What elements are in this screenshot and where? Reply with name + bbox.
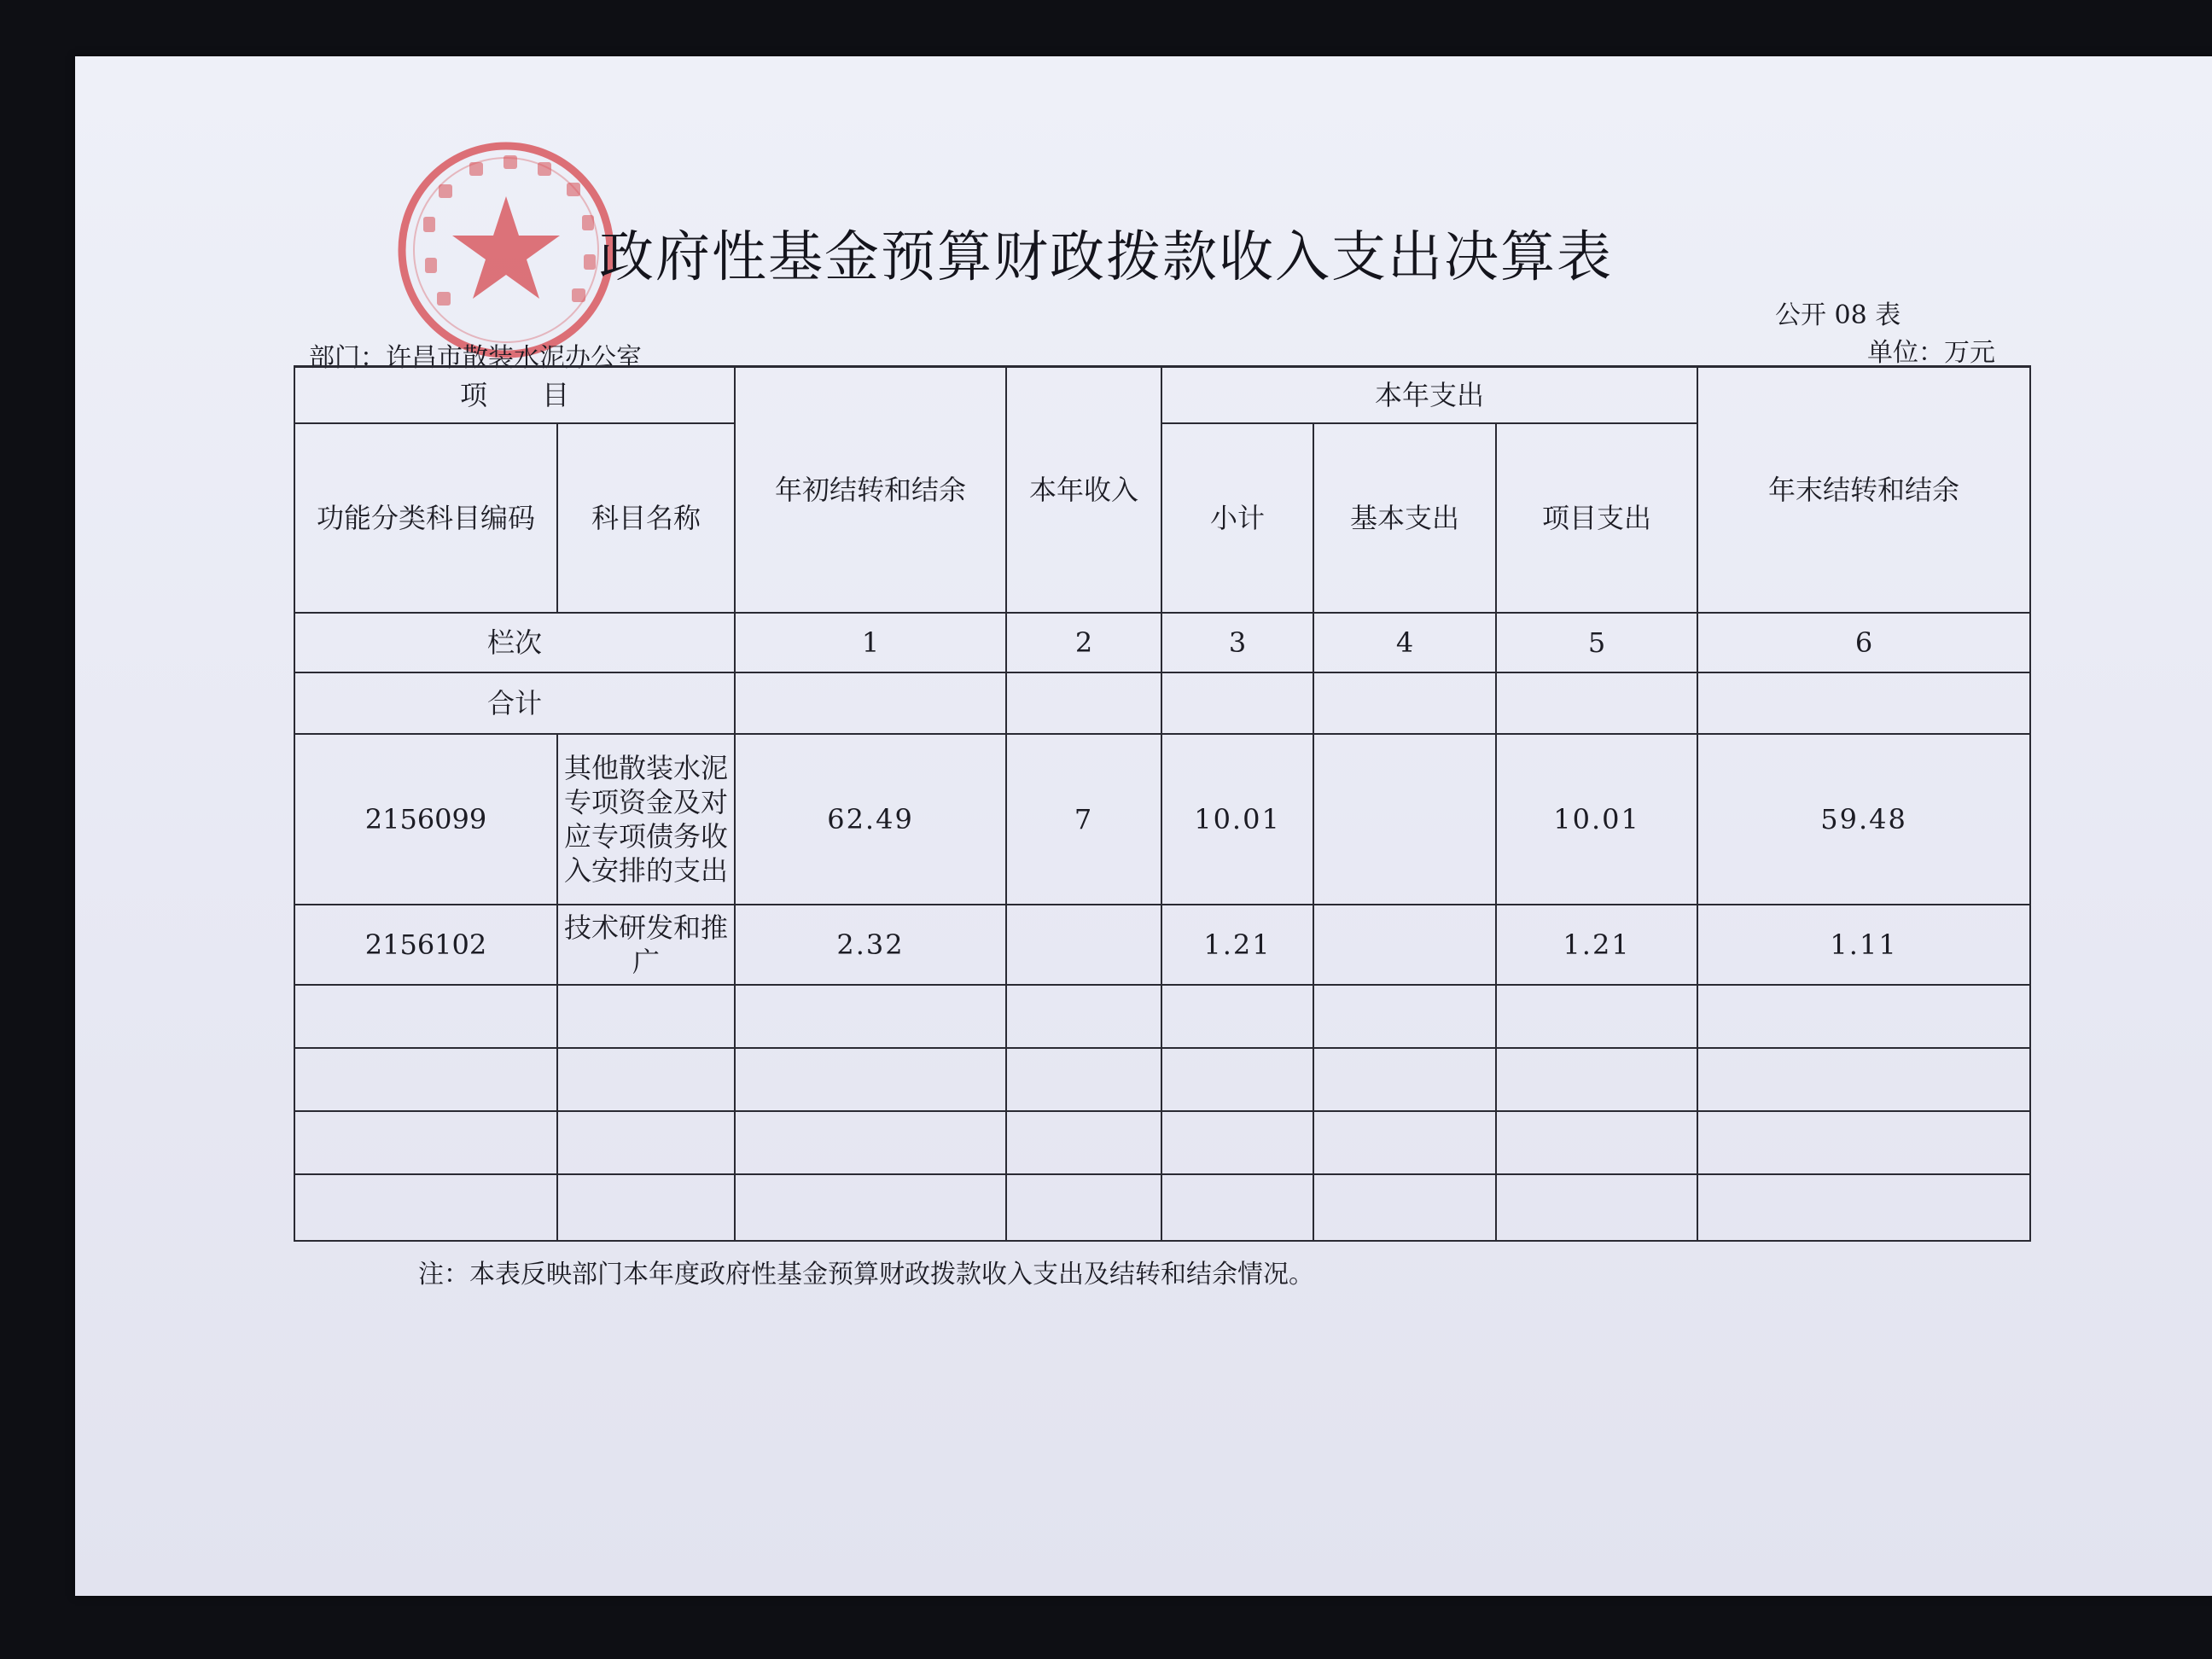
row-project: 1.21: [1496, 905, 1697, 985]
column-number-5: 5: [1496, 613, 1697, 672]
total-label: 合计: [294, 672, 735, 734]
column-number-4: 4: [1313, 613, 1496, 672]
header-income: 本年收入: [1006, 367, 1161, 613]
footnote: 注：本表反映部门本年度政府性基金预算财政拨款收入支出及结转和结余情况。: [418, 1260, 1314, 1289]
department-label: 部门：许昌市散装水泥办公室: [309, 343, 642, 373]
row-basic: [1313, 905, 1496, 985]
total-closing: [1697, 672, 2030, 734]
row-income: [1006, 905, 1161, 985]
row-subtotal: 1.21: [1161, 905, 1313, 985]
total-project: [1496, 672, 1697, 734]
row-name: 技术研发和推广: [557, 905, 735, 985]
row-income: 7: [1006, 734, 1161, 905]
table-row: [294, 905, 2030, 985]
row-opening: 2.32: [735, 905, 1006, 985]
header-name: 科目名称: [557, 423, 735, 613]
header-item: 项 目: [294, 367, 735, 423]
column-number-label: 栏次: [294, 613, 735, 672]
header-code: 功能分类科目编码: [294, 423, 557, 613]
column-number-1: 1: [735, 613, 1006, 672]
empty-row: [294, 1174, 2030, 1241]
header-project-expense: 项目支出: [1496, 423, 1697, 613]
total-basic: [1313, 672, 1496, 734]
row-code: 2156102: [294, 905, 557, 985]
row-basic: [1313, 734, 1496, 905]
column-number-2: 2: [1006, 613, 1161, 672]
empty-row: [294, 1048, 2030, 1111]
column-number-row: [294, 613, 2030, 672]
table-row: [294, 734, 2030, 905]
column-number-6: 6: [1697, 613, 2030, 672]
column-number-3: 3: [1161, 613, 1313, 672]
header-expense-group: 本年支出: [1161, 367, 1697, 423]
total-opening: [735, 672, 1006, 734]
header-subtotal: 小计: [1161, 423, 1313, 613]
unit-label: 单位：万元: [1867, 338, 1995, 368]
total-subtotal: [1161, 672, 1313, 734]
row-name: 其他散装水泥专项资金及对应专项债务收入安排的支出: [557, 734, 735, 905]
empty-row: [294, 985, 2030, 1048]
header-basic-expense: 基本支出: [1313, 423, 1496, 613]
budget-table: [294, 365, 2031, 1242]
row-project: 10.01: [1496, 734, 1697, 905]
total-row: [294, 672, 2030, 734]
row-closing: 59.48: [1697, 734, 2030, 905]
row-opening: 62.49: [735, 734, 1006, 905]
total-income: [1006, 672, 1161, 734]
page-title: 政府性基金预算财政拨款收入支出决算表: [599, 226, 1613, 289]
row-code: 2156099: [294, 734, 557, 905]
form-number: 公开 08 表: [1775, 300, 1901, 330]
row-subtotal: 10.01: [1161, 734, 1313, 905]
empty-row: [294, 1111, 2030, 1174]
header-closing-balance: 年末结转和结余: [1697, 367, 2030, 613]
row-closing: 1.11: [1697, 905, 2030, 985]
header-opening-balance: 年初结转和结余: [735, 367, 1006, 613]
